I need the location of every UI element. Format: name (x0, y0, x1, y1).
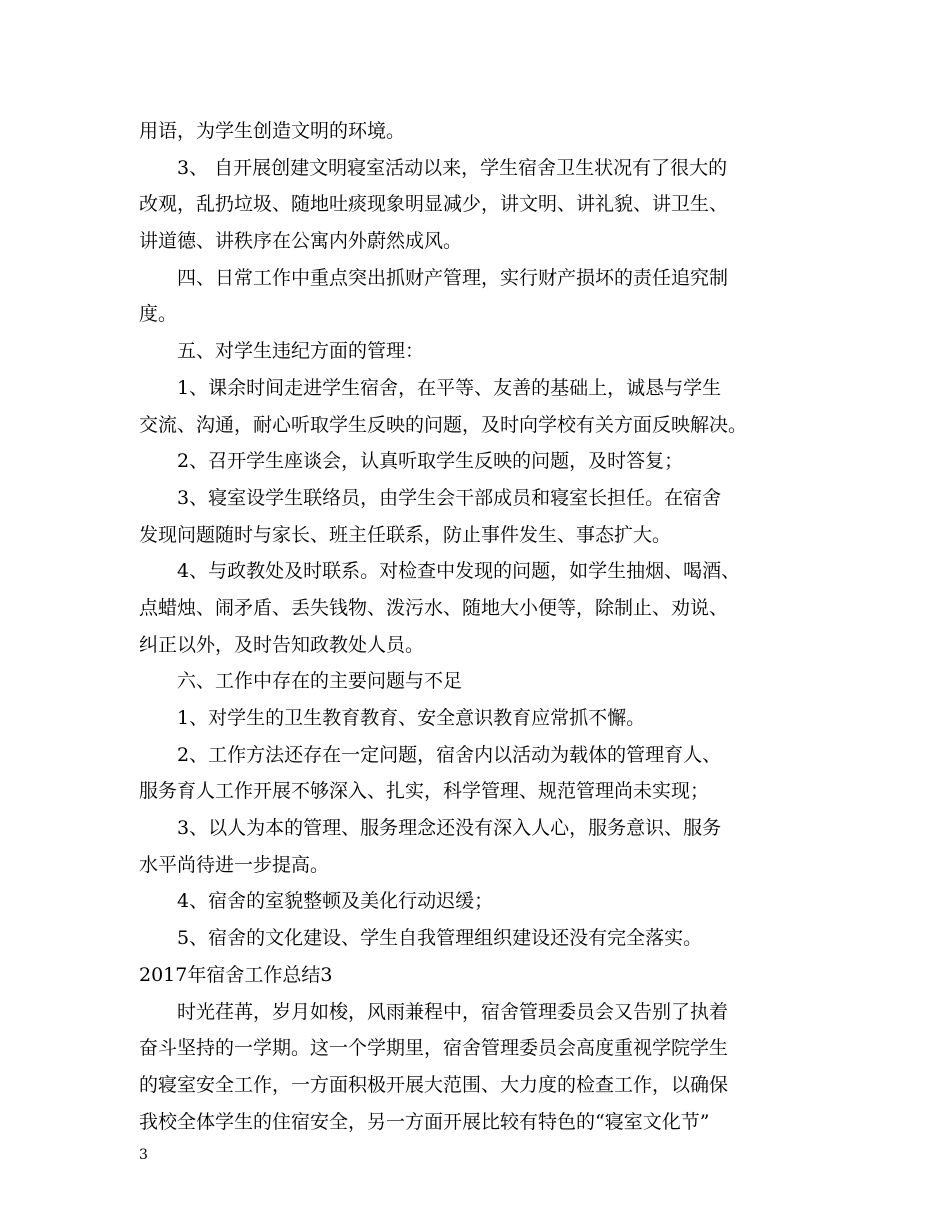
text-line: 改观，乱扔垃圾、随地吐痰现象明显减少，讲文明、讲礼貌、讲卫生、 (139, 193, 729, 216)
text-line: 1、对学生的卫生教育教育、安全意识教育应常抓不懈。 (177, 707, 646, 729)
text-line: 奋斗坚持的一学期。这一个学期里，宿舍管理委员会高度重视学院学生 (139, 1037, 729, 1060)
page-number: 3 (139, 1147, 148, 1163)
text-line: 2017年宿舍工作总结3 (139, 963, 333, 986)
text-line: 时光荏苒，岁月如梭，风雨兼程中，宿舍管理委员会又告别了执着 (177, 1000, 729, 1023)
text-line: 3、以人为本的管理、服务理念还没有深入人心，服务意识、服务 (177, 817, 722, 840)
text-line: 4、与政教处及时联系。对检查中发现的问题，如学生抽烟、喝酒、 (177, 560, 741, 583)
text-line: 4、宿舍的室貌整顿及美化行动迟缓； (177, 890, 494, 913)
text-line: 2、工作方法还存在一定问题，宿舍内以活动为载体的管理育人、 (177, 743, 722, 766)
text-line: 六、工作中存在的主要问题与不足 (177, 670, 463, 693)
text-line: 发现问题随时与家长、班主任联系，防止事件发生、事态扩大。 (139, 523, 672, 546)
text-line: 服务育人工作开展不够深入、扎实，科学管理、规范管理尚未实现； (139, 780, 710, 803)
text-line: 度。 (139, 303, 178, 326)
text-line: 的寝室安全工作，一方面积极开展大范围、大力度的检查工作，以确保 (139, 1073, 729, 1096)
text-line: 2、召开学生座谈会，认真听取学生反映的问题，及时答复； (177, 450, 684, 473)
text-line: 纠正以外，及时告知政教处人员。 (139, 633, 425, 656)
text-line: 用语，为学生创造文明的环境。 (139, 120, 406, 142)
text-line: 交流、沟通，耐心听取学生反映的问题，及时向学校有关方面反映解决。 (139, 413, 748, 436)
document-body (139, 113, 829, 1140)
text-line: 1、课余时间走进学生宿舍，在平等、友善的基础上，诚恳与学生 (177, 376, 722, 399)
text-line: 四、日常工作中重点突出抓财产管理，实行财产损坏的责任追究制 (177, 266, 729, 289)
text-line: 我校全体学生的住宿安全，另一方面开展比较有特色的“寝室文化节” (139, 1110, 710, 1133)
text-line: 点蜡烛、闹矛盾、丢失钱物、泼污水、随地大小便等，除制止、劝说、 (139, 596, 729, 619)
text-line: 3、 自开展创建文明寝室活动以来，学生宿舍卫生状况有了很大的 (177, 156, 728, 179)
text-line: 5、宿舍的文化建设、学生自我管理组织建设还没有完全落实。 (177, 927, 703, 950)
text-line: 五、对学生违纪方面的管理： (177, 340, 425, 363)
text-line: 3、寝室设学生联络员，由学生会干部成员和寝室长担任。在宿舍 (177, 486, 722, 509)
text-line: 讲道德、讲秩序在公寓内外蔚然成风。 (139, 230, 463, 253)
text-line: 水平尚待进一步提高。 (139, 853, 330, 876)
